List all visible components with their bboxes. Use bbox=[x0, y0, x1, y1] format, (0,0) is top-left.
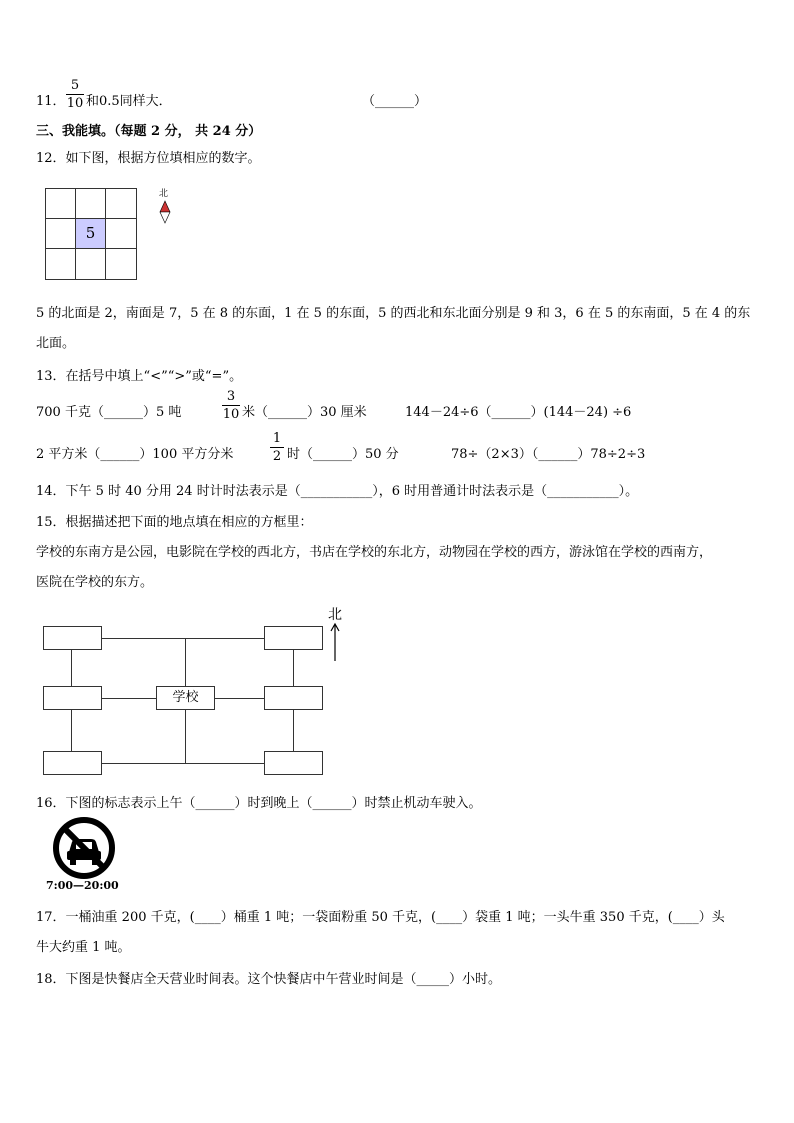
q13-fraction-1b-numerator: 3 bbox=[226, 389, 236, 404]
direction-grid bbox=[45, 188, 137, 280]
q17-text-line1: 17．一桶油重 200 千克，(____）桶重 1 吨；一袋面粉重 50 千克，(____）袋重 1 吨；一头牛重 350 千克，(____）头 bbox=[36, 910, 725, 925]
q12-description-line2: 北面。 bbox=[36, 336, 76, 351]
q15-description-line2: 医院在学校的东方。 bbox=[36, 575, 154, 590]
no-motor-vehicle-sign-icon bbox=[52, 816, 116, 880]
grid-cell-se[interactable] bbox=[105, 248, 137, 280]
q12-description-line1: 5 的北面是 2，南面是 7，5 在 8 的东面，1 在 5 的东面，5 的西北和东北面分别是 9 和 3，6 在 5 的东南面，5 在 4 的东 bbox=[36, 306, 751, 321]
q13-item-2b: 时（______）50 分 bbox=[287, 447, 399, 462]
q13-fraction-2b bbox=[270, 431, 284, 464]
grid-cell-w[interactable] bbox=[45, 218, 76, 249]
q13-item-1a: 700 千克（______）5 吨 bbox=[36, 405, 182, 420]
q13-item-2c: 78÷（2×3）（______）78÷2÷3 bbox=[451, 447, 646, 462]
map-line-bottom bbox=[101, 763, 265, 764]
q13-fraction-1b-denominator: 10 bbox=[222, 407, 240, 422]
compass-arrow-icon bbox=[159, 200, 171, 224]
map-box-school: 学校 bbox=[156, 686, 215, 710]
map-north-label: 北 bbox=[328, 607, 342, 623]
grid-cell-e[interactable] bbox=[105, 218, 137, 249]
grid-cell-n[interactable] bbox=[75, 188, 106, 219]
q15-text: 15．根据描述把下面的地点填在相应的方框里： bbox=[36, 515, 313, 530]
q17-text-line2: 牛大约重 1 吨。 bbox=[36, 940, 131, 955]
q11-fraction-denominator: 10 bbox=[66, 96, 84, 111]
q13-item-1c: 144－24÷6（______）(144－24) ÷6 bbox=[405, 405, 632, 420]
q13-fraction-1b bbox=[222, 389, 240, 422]
map-box-east[interactable] bbox=[264, 686, 323, 710]
q12-text: 12．如下图，根据方位填相应的数字。 bbox=[36, 151, 261, 166]
map-line-middle-right bbox=[215, 698, 265, 699]
location-map bbox=[40, 600, 360, 780]
q11-fraction bbox=[66, 78, 84, 111]
grid-cell-center: 5 bbox=[75, 218, 106, 249]
grid-cell-ne[interactable] bbox=[105, 188, 137, 219]
q14-text: 14．下午 5 时 40 分用 24 时计时法表示是（___________），6 时用普通计时法表示是（___________）。 bbox=[36, 484, 639, 499]
q11-number: 11． bbox=[36, 94, 66, 109]
grid-cell-nw[interactable] bbox=[45, 188, 76, 219]
map-line-top bbox=[101, 638, 265, 639]
q13-fraction-2b-denominator: 2 bbox=[272, 449, 282, 464]
grid-cell-s[interactable] bbox=[75, 248, 106, 280]
compass-north-label: 北 bbox=[159, 189, 169, 199]
section-title: 三、我能填。（每题 2 分， 共 24 分） bbox=[36, 124, 262, 139]
q13-fraction-2b-numerator: 1 bbox=[272, 431, 282, 446]
map-box-southeast[interactable] bbox=[264, 751, 323, 775]
map-box-northwest[interactable] bbox=[43, 626, 102, 650]
q16-text: 16．下图的标志表示上午（______）时到晚上（______）时禁止机动车驶入。 bbox=[36, 796, 482, 811]
grid-cell-sw[interactable] bbox=[45, 248, 76, 280]
sign-time-label: 7:00—20:00 bbox=[46, 879, 119, 892]
map-box-northeast[interactable] bbox=[264, 626, 323, 650]
q13-text: 13．在括号中填上“<”“>”或“=”。 bbox=[36, 369, 243, 384]
q18-text: 18．下图是快餐店全天营业时间表。这个快餐店中午营业时间是（_____）小时。 bbox=[36, 972, 502, 987]
map-box-west[interactable] bbox=[43, 686, 102, 710]
north-arrow-icon bbox=[330, 622, 340, 662]
q13-item-2a: 2 平方米（______）100 平方分米 bbox=[36, 447, 234, 462]
q11-answer-blank[interactable]: （______） bbox=[362, 94, 428, 109]
map-line-middle-left bbox=[101, 698, 156, 699]
q13-item-1b: 米（______）30 厘米 bbox=[242, 405, 367, 420]
q15-description-line1: 学校的东南方是公园，电影院在学校的西北方，书店在学校的东北方，动物园在学校的西方，游泳馆在学校的西南方， bbox=[36, 545, 713, 560]
q11-fraction-numerator: 5 bbox=[70, 78, 80, 93]
fraction-bar bbox=[222, 405, 240, 406]
q11-text: 和0.5同样大． bbox=[86, 94, 172, 109]
fraction-bar bbox=[66, 94, 84, 95]
fraction-bar bbox=[270, 447, 284, 448]
map-box-southwest[interactable] bbox=[43, 751, 102, 775]
